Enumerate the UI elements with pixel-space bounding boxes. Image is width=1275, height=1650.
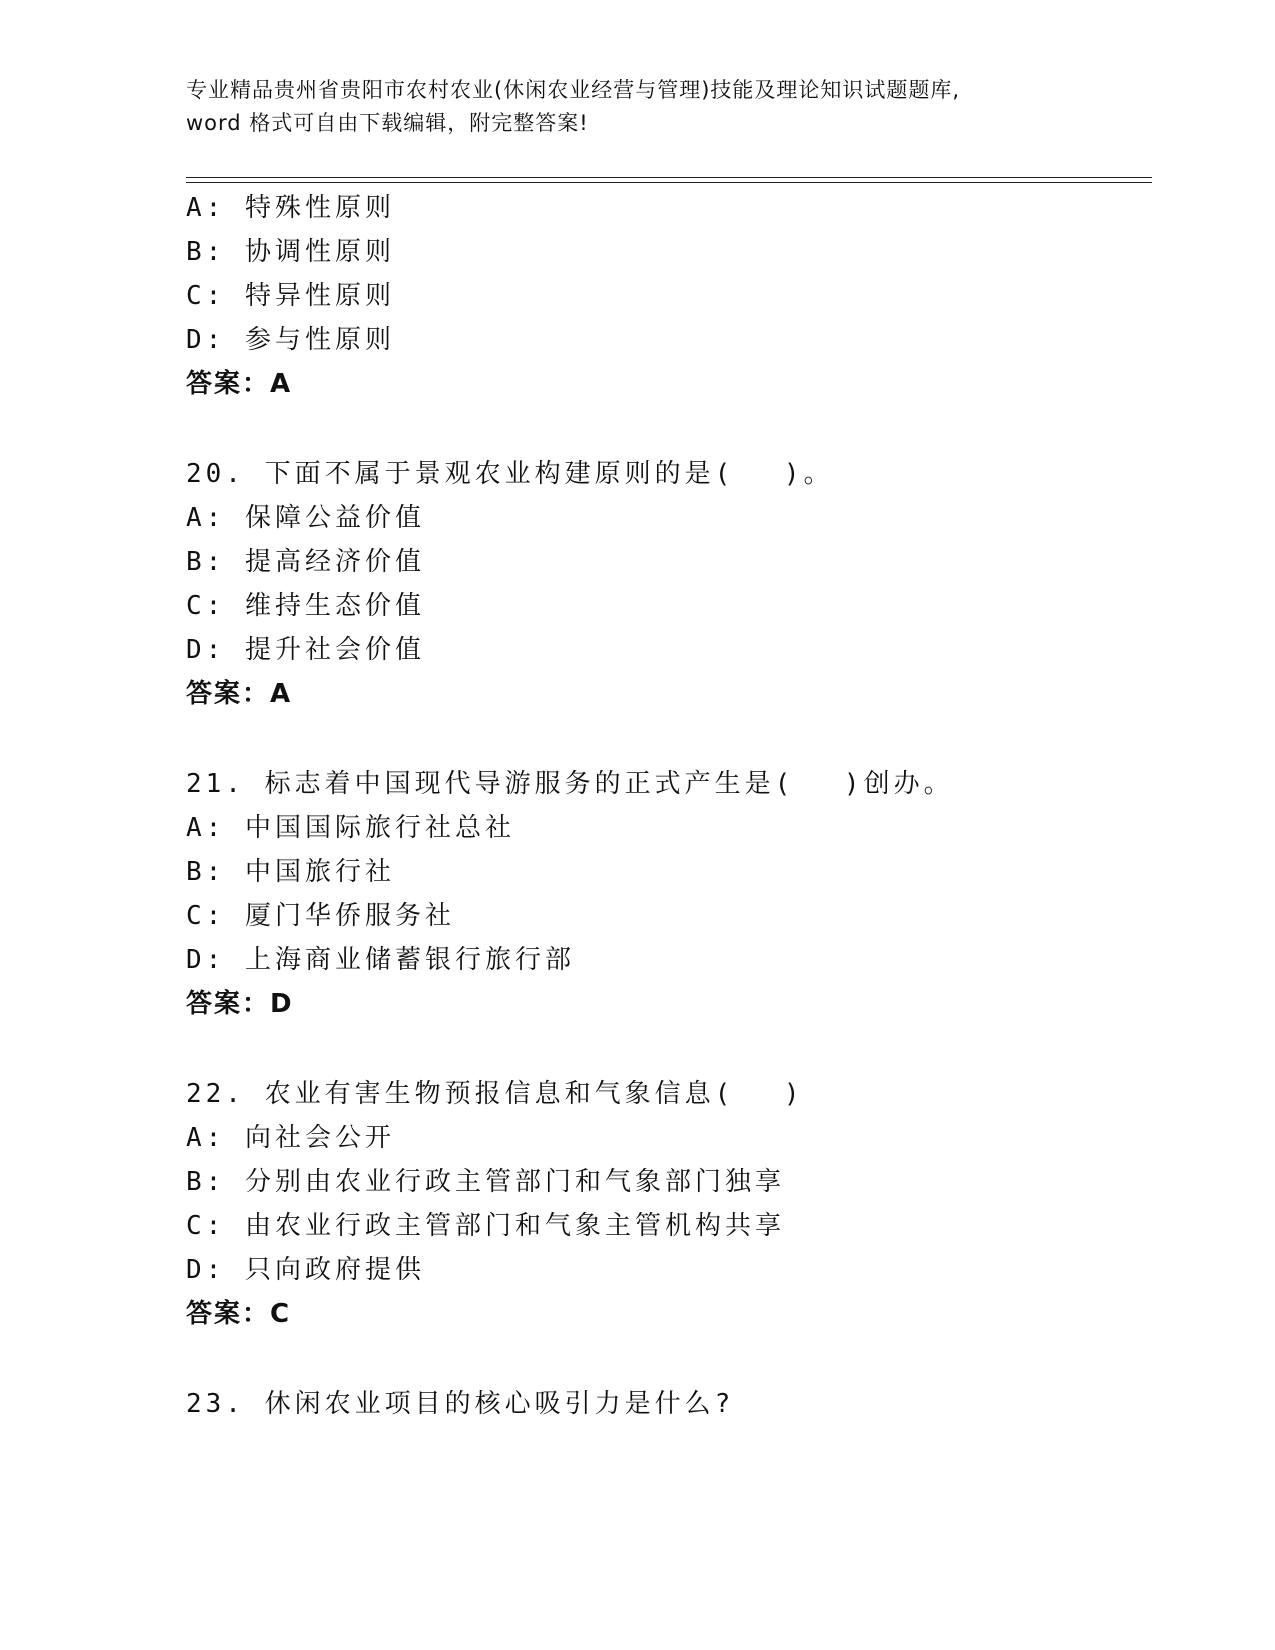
q23-question: 23. 休闲农业项目的核心吸引力是什么?: [186, 1389, 735, 1419]
q21-option-c: C: 厦门华侨服务社: [186, 901, 455, 931]
document-header: [186, 74, 1086, 140]
q22-question: 22. 农业有害生物预报信息和气象信息( ): [186, 1079, 804, 1109]
q22-answer: 答案：C: [186, 1299, 292, 1329]
q20-option-c: C: 维持生态价值: [186, 591, 425, 621]
q21-answer: 答案：D: [186, 989, 294, 1019]
q22-option-d: D: 只向政府提供: [186, 1255, 425, 1285]
header-line-1: 专业精品贵州省贵阳市农村农业(休闲农业经营与管理)技能及理论知识试题题库,: [186, 78, 961, 102]
q20-option-a: A: 保障公益价值: [186, 503, 425, 533]
q20-option-d: D: 提升社会价值: [186, 635, 425, 665]
q19-option-b: B: 协调性原则: [186, 237, 395, 267]
q21-option-a: A: 中国国际旅行社总社: [186, 813, 515, 843]
q21-question: 21. 标志着中国现代导游服务的正式产生是( )创办。: [186, 769, 954, 799]
q19-option-d: D: 参与性原则: [186, 325, 395, 355]
q19-option-c: C: 特异性原则: [186, 281, 395, 311]
q20-answer: 答案：A: [186, 679, 293, 709]
q22-option-a: A: 向社会公开: [186, 1123, 395, 1153]
q19-option-a: A: 特殊性原则: [186, 193, 395, 223]
header-rule-bottom: [186, 182, 1152, 183]
q21-option-d: D: 上海商业储蓄银行旅行部: [186, 945, 575, 975]
q19-answer: 答案：A: [186, 369, 293, 399]
q20-question: 20. 下面不属于景观农业构建原则的是( )。: [186, 459, 834, 489]
q21-option-b: B: 中国旅行社: [186, 857, 395, 887]
header-line-2: word 格式可自由下载编辑，附完整答案!: [186, 111, 589, 135]
q20-option-b: B: 提高经济价值: [186, 547, 425, 577]
q22-option-b: B: 分别由农业行政主管部门和气象部门独享: [186, 1167, 785, 1197]
q22-option-c: C: 由农业行政主管部门和气象主管机构共享: [186, 1211, 785, 1241]
header-rule-top: [186, 177, 1152, 178]
